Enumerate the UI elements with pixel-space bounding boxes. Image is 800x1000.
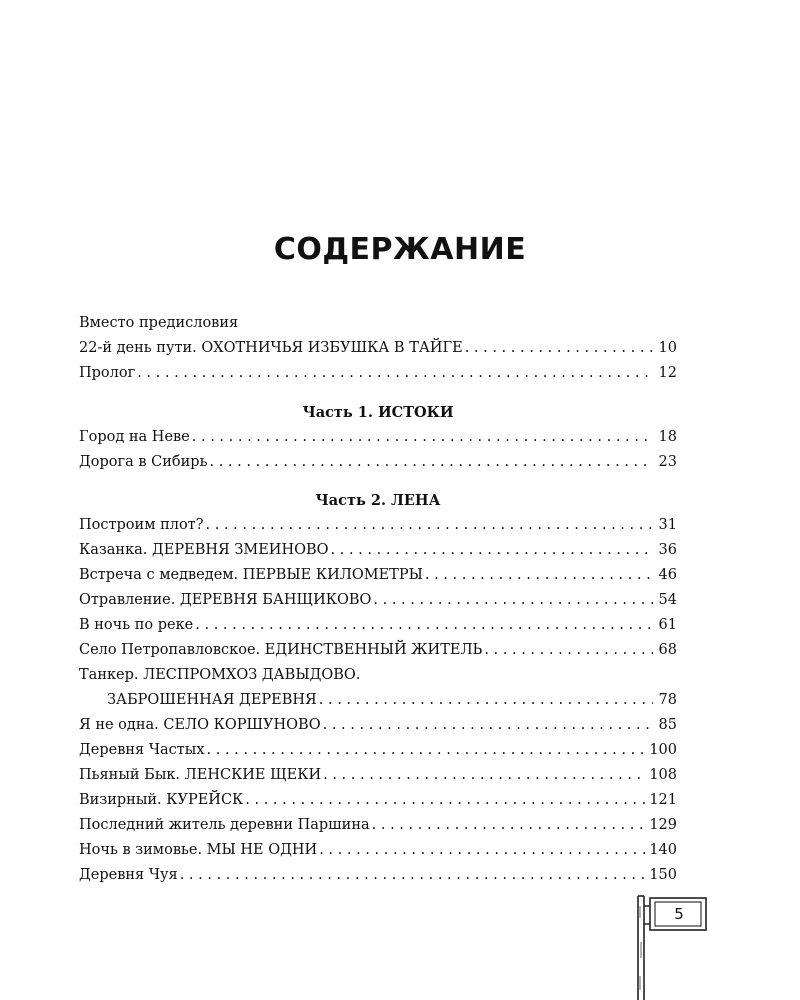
toc-entry-page: 36	[658, 542, 677, 558]
toc-entry-title: Отравление. ДЕРЕВНЯ БАНЩИКОВО	[79, 588, 373, 613]
toc-entry-title-continued: ЗАБРОШЕННАЯ ДЕРЕВНЯ	[107, 688, 319, 713]
toc-entry[interactable]	[79, 563, 677, 588]
toc-entry[interactable]	[79, 813, 677, 838]
dot-leader	[195, 613, 653, 638]
toc-entry-page: 61	[658, 617, 677, 633]
toc-entry-title: 22-й день пути. ОХОТНИЧЬЯ ИЗБУШКА В ТАЙГЕ	[79, 336, 465, 361]
toc-entry-title: Я не одна. СЕЛО КОРШУНОВО	[79, 713, 323, 738]
toc-entry-page: 108	[649, 767, 677, 783]
toc-entry[interactable]	[79, 513, 677, 538]
toc-entry-title: Село Петропавловское. ЕДИНСТВЕННЫЙ ЖИТЕЛЬ	[79, 638, 484, 663]
dot-leader	[323, 763, 647, 788]
toc-entry-title: Построим плот?	[79, 513, 205, 538]
toc-entry-page: 18	[658, 429, 677, 445]
dot-leader	[331, 538, 653, 563]
toc-entry-page: 85	[658, 717, 677, 733]
dot-leader	[319, 688, 653, 713]
toc-entry[interactable]	[79, 361, 677, 386]
toc-entry-page: 150	[649, 867, 677, 883]
toc-entry-page: 140	[649, 842, 677, 858]
toc-entry-title: Дорога в Сибирь	[79, 450, 209, 475]
dot-leader	[373, 588, 653, 613]
part-heading-1: Часть 1. ИСТОКИ	[302, 404, 454, 421]
toc-entry-title: Казанка. ДЕРЕВНЯ ЗМЕИНОВО	[79, 538, 331, 563]
toc-entry[interactable]	[79, 788, 677, 813]
toc-entry[interactable]	[79, 638, 677, 663]
toc-entry-title: Деревня Чуя	[79, 863, 180, 888]
toc-entry-page: 54	[658, 592, 677, 608]
page-number-signpost	[628, 892, 718, 1000]
dot-leader	[180, 863, 648, 888]
dot-leader	[137, 361, 653, 386]
toc-entry-title: Пьяный Бык. ЛЕНСКИЕ ЩЕКИ	[79, 763, 323, 788]
toc-entry-page: 129	[649, 817, 677, 833]
toc-entry[interactable]	[79, 450, 677, 475]
toc-entry[interactable]	[79, 738, 677, 763]
toc-entry-title: В ночь по реке	[79, 613, 195, 638]
part-heading-2: Часть 2. ЛЕНА	[315, 492, 441, 509]
page-number: 5	[674, 905, 684, 923]
toc-entry-page: 100	[649, 742, 677, 758]
toc-entry-page: 78	[658, 692, 677, 708]
toc-entry-title: Деревня Частых	[79, 738, 207, 763]
toc-entry-title: Пролог	[79, 361, 137, 386]
dot-leader	[205, 513, 653, 538]
toc-entry-page: 31	[658, 517, 677, 533]
toc-entry-page: 68	[658, 642, 677, 658]
toc-entry-page: 23	[658, 454, 677, 470]
toc-entry-title: Ночь в зимовье. МЫ НЕ ОДНИ	[79, 838, 319, 863]
toc-entry-title: Вместо предисловия	[79, 311, 238, 336]
toc-entry[interactable]	[79, 713, 677, 738]
page-title: СОДЕРЖАНИЕ	[273, 232, 527, 267]
toc-entry-title: Встреча с медведем. ПЕРВЫЕ КИЛОМЕТРЫ	[79, 563, 425, 588]
toc-entry-page: 46	[658, 567, 677, 583]
toc-entry[interactable]	[79, 863, 677, 888]
dot-leader	[319, 838, 647, 863]
table-of-contents	[79, 311, 677, 888]
toc-entry-page: 121	[649, 792, 677, 808]
dot-leader	[465, 336, 653, 361]
dot-leader	[245, 788, 647, 813]
toc-entry[interactable]	[79, 336, 677, 361]
dot-leader	[192, 425, 653, 450]
dot-leader	[425, 563, 653, 588]
dot-leader	[372, 813, 648, 838]
toc-entry[interactable]	[79, 588, 677, 613]
toc-entry-title: Танкер. ЛЕСПРОМХОЗ ДАВЫДОВО.	[79, 663, 360, 688]
dot-leader	[323, 713, 653, 738]
toc-entry[interactable]	[79, 663, 677, 688]
toc-section-heading-intro	[79, 311, 677, 336]
toc-entry-page: 12	[658, 365, 677, 381]
toc-entry-continued[interactable]	[79, 688, 677, 713]
dot-leader	[484, 638, 653, 663]
toc-entry[interactable]	[79, 538, 677, 563]
toc-entry[interactable]	[79, 763, 677, 788]
dot-leader	[209, 450, 653, 475]
dot-leader	[207, 738, 648, 763]
toc-entry-title: Последний житель деревни Паршина	[79, 813, 372, 838]
toc-entry[interactable]	[79, 613, 677, 638]
toc-entry[interactable]	[79, 838, 677, 863]
toc-entry[interactable]	[79, 425, 677, 450]
toc-entry-title: Город на Неве	[79, 425, 192, 450]
toc-entry-title: Визирный. КУРЕЙСК	[79, 788, 245, 813]
toc-entry-page: 10	[658, 340, 677, 356]
